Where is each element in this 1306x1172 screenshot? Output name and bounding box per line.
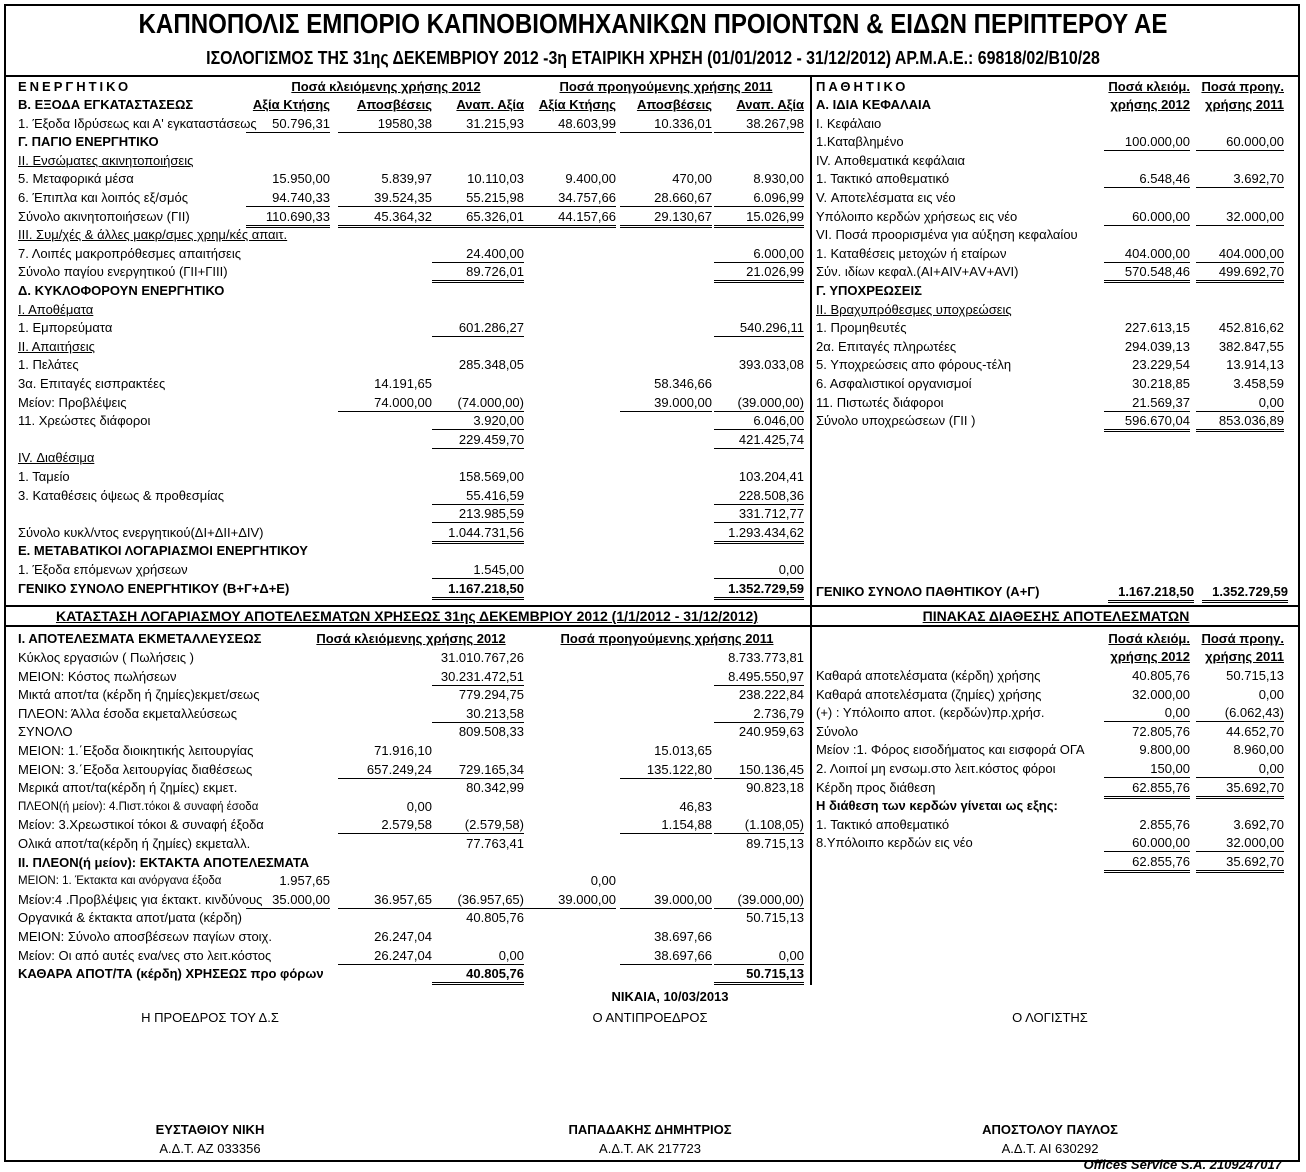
liability-row-label: ΙV. Αποθεματικά κεφάλαια xyxy=(816,153,965,168)
income-row-value: 38.697,66 xyxy=(654,929,712,944)
liabilities-total-2011: 1.352.729,59 xyxy=(1202,584,1288,603)
liab-header-previous-1: Ποσά προηγ. xyxy=(1201,79,1284,94)
asset-row-label: 5. Μεταφορικά μέσα xyxy=(18,171,134,186)
income-row-value: 50.715,13 xyxy=(746,910,804,925)
col-cost-2012: Αξία Κτήσης xyxy=(252,97,330,112)
asset-row-label: 3α. Επιταγές εισπρακτέες xyxy=(18,376,166,391)
asset-row-value: 229.459,70 xyxy=(432,432,524,449)
distribution-row-value: 8.960,00 xyxy=(1233,742,1284,757)
income-row-value: 779.294,75 xyxy=(458,687,524,702)
liability-row-value: 60.000,00 xyxy=(1104,209,1190,226)
distribution-row-label: (+) : Υπόλοιπο αποτ. (κερδών)πρ.χρήσ. xyxy=(816,705,1045,720)
asset-row-value: 213.985,59 xyxy=(432,506,524,523)
income-row-value: 36.957,65 xyxy=(338,892,432,909)
asset-row-value: 48.603,99 xyxy=(524,116,616,133)
col-net-2012: Αναπ. Αξία xyxy=(456,97,524,112)
liability-row-value: 3.692,70 xyxy=(1196,171,1284,188)
income-row-label: ΜΕΙΟΝ: 3.΄Εξοδα λειτουργίας διαθέσεως xyxy=(18,762,253,777)
income-row-value: 0,00 xyxy=(714,948,804,965)
liability-row-label: 1. Καταθέσεις μετοχών ή εταίρων xyxy=(816,246,1007,261)
asset-row-value: 331.712,77 xyxy=(714,506,804,523)
rule-vertical-divider xyxy=(810,75,812,985)
asset-row-value: 421.425,74 xyxy=(714,432,804,449)
income-row-label: ΜΕΙΟΝ: 1.΄Εξοδα διοικητικής λειτουργίας xyxy=(18,743,254,758)
asset-row-value: 24.400,00 xyxy=(432,246,524,263)
income-row-value: 40.805,76 xyxy=(432,966,524,985)
income-row-label: ΠΛΕΟΝ: Άλλα έσοδα εκμεταλλεύσεως xyxy=(18,706,237,721)
income-row-value: 77.763,41 xyxy=(466,836,524,851)
asset-row-label: ΙΙ. Απαιτήσεις xyxy=(18,339,95,354)
asset-row-label: Γ. ΠΑΓΙΟ ΕΝΕΡΓΗΤΙΚΟ xyxy=(18,134,159,149)
asset-row-value: 1.167.218,50 xyxy=(432,581,524,600)
asset-row-value: 94.740,33 xyxy=(246,190,330,207)
dist-header-previous-1: Ποσά προηγ. xyxy=(1201,631,1284,646)
income-section-title: Ι. ΑΠΟΤΕΛΕΣΜΑΤΑ ΕΚΜΕΤΑΛΛΕΥΣΕΩΣ xyxy=(18,631,262,646)
dist-header-current-2: χρήσης 2012 xyxy=(1110,649,1190,664)
asset-row-label: 1. Ταμείο xyxy=(18,469,70,484)
distribution-row-value: 62.855,76 xyxy=(1104,780,1190,799)
distribution-row-label: 1. Τακτικό αποθεματικό xyxy=(816,817,950,832)
income-row-value: 39.000,00 xyxy=(620,892,712,909)
asset-row-label: 6. Έπιπλα και λοιπός εξ/σμός xyxy=(18,190,188,205)
liability-row-value: 382.847,55 xyxy=(1218,339,1284,354)
income-row-value: 90.823,18 xyxy=(746,780,804,795)
distribution-title: ΠΙΝΑΚΑΣ ΔΙΑΘΕΣΗΣ ΑΠΟΤΕΛΕΣΜΑΤΩΝ xyxy=(922,608,1190,624)
distribution-row-label: Η διάθεση των κερδών γίνεται ως εξης: xyxy=(816,798,1058,813)
income-statement-title: ΚΑΤΑΣΤΑΣΗ ΛΟΓΑΡΙΑΣΜΟΥ ΑΠΟΤΕΛΕΣΜΑΤΩΝ ΧΡΗΣΕΩΣ 31ης ΔΕΚΕΜΒΡΙΟΥ 2012 (1/1/2012 - 31/12/2012) xyxy=(55,608,759,624)
distribution-row-value: (6.062,43) xyxy=(1196,705,1284,722)
income-row-value: (1.108,05) xyxy=(714,817,804,834)
income-row-label: Κύκλος εργασιών ( Πωλήσεις ) xyxy=(18,650,194,665)
liab-header-previous-2: χρήσης 2011 xyxy=(1205,97,1284,112)
income-row-label: Οργανικά & έκτακτα αποτ/ματα (κέρδη) xyxy=(18,910,242,925)
asset-row-value: 34.757,66 xyxy=(524,190,616,207)
liability-row-value: 853.036,89 xyxy=(1196,413,1284,432)
liability-row-value: 23.229,54 xyxy=(1132,357,1190,372)
liability-row-label: ΙΙ. Βραχυπρόθεσμες υποχρεώσεις xyxy=(816,302,1012,317)
income-row-value: 40.805,76 xyxy=(466,910,524,925)
liability-row-value: 499.692,70 xyxy=(1196,264,1284,283)
asset-row-value: 540.296,11 xyxy=(714,320,804,337)
company-title: ΚΑΠΝΟΠΟΛΙΣ ΕΜΠΟΡΙΟ ΚΑΠΝΟΒΙΟΜΗΧΑΝΙΚΩΝ ΠΡΟΙΟΝΤΩΝ & ΕΙΔΩΝ ΠΕΡΙΠΤΕΡΟΥ ΑΕ xyxy=(138,8,1168,39)
income-row-value: (2.579,58) xyxy=(432,817,524,834)
balance-sheet-subtitle: ΙΣΟΛΟΓΙΣΜΟΣ ΤΗΣ 31ης ΔΕΚΕΜΒΡΙΟΥ 2012 -3η ΕΤΑΙΡΙΚΗ ΧΡΗΣΗ (01/01/2012 - 31/12/2012) ΑΡ.Μ.Α.Ε.: 69818/02/Β10/28 xyxy=(206,47,1100,68)
asset-row-label: Ε. ΜΕΤΑΒΑΤΙΚΟΙ ΛΟΓΑΡΙΑΣΜΟΙ ΕΝΕΡΓΗΤΙΚΟΥ xyxy=(18,543,308,558)
dist-header-current-1: Ποσά κλειόμ. xyxy=(1108,631,1190,646)
asset-row-value: 38.267,98 xyxy=(714,116,804,133)
signatory-name-accountant: ΑΠΟΣΤΟΛΟΥ ΠΑΥΛΟΣ xyxy=(982,1122,1118,1137)
liabilities-total-2012: 1.167.218,50 xyxy=(1108,584,1194,603)
income-row-value: 2.579,58 xyxy=(338,817,432,834)
income-row-value: 26.247,04 xyxy=(374,929,432,944)
income-row-value: 1.957,65 xyxy=(279,873,330,888)
liability-row-label: 1.Καταβλημένο xyxy=(816,134,904,149)
signatory-id-vice-president: Α.Δ.Τ. ΑΚ 217723 xyxy=(599,1141,701,1156)
asset-row-value: 0,00 xyxy=(714,562,804,579)
distribution-row-label: Κέρδη προς διάθεση xyxy=(816,780,936,795)
liability-row-label: Γ. ΥΠΟΧΡΕΩΣΕΙΣ xyxy=(816,283,922,298)
liability-row-label: 1. Προμηθευτές xyxy=(816,320,907,335)
income-row-value: 26.247,04 xyxy=(338,948,432,965)
liab-header-current-1: Ποσά κλειόμ. xyxy=(1108,79,1190,94)
asset-row-value: 6.000,00 xyxy=(714,246,804,263)
distribution-row-value: 50.715,13 xyxy=(1226,668,1284,683)
liability-row-label: VI. Ποσά προορισμένα για αύξηση κεφαλαίου xyxy=(816,227,1078,242)
asset-row-value: 393.033,08 xyxy=(738,357,804,372)
income-row-value: 89.715,13 xyxy=(746,836,804,851)
income-row-label: ΙΙ. ΠΛΕΟΝ(ή μείον): ΕΚΤΑΚΤΑ ΑΠΟΤΕΛΕΣΜΑΤΑ xyxy=(18,855,310,870)
asset-row-value: 6.096,99 xyxy=(714,190,804,207)
income-row-label: ΜΕΙΟΝ: Κόστος πωλήσεων xyxy=(18,669,177,684)
asset-row-value: 14.191,65 xyxy=(374,376,432,391)
income-row-value: 38.697,66 xyxy=(620,948,712,965)
income-row-label: ΚΑΘΑΡΑ ΑΠΟΤ/ΤΑ (κέρδη) ΧΡΗΣΕΩΣ προ φόρων xyxy=(18,966,324,981)
income-row-value: 240.959,63 xyxy=(738,724,804,739)
asset-row-value: (74.000,00) xyxy=(432,395,524,412)
distribution-row-value: 32.000,00 xyxy=(1132,687,1190,702)
asset-row-label: Δ. ΚΥΚΛΟΦΟΡΟΥΝ ΕΝΕΡΓΗΤΙΚΟ xyxy=(18,283,225,298)
distribution-row-value: 9.800,00 xyxy=(1139,742,1190,757)
asset-row-value: 5.839,97 xyxy=(381,171,432,186)
income-row-value: 0,00 xyxy=(406,799,432,814)
signatory-role-vice-president: Ο ΑΝΤΙΠΡΟΕΔΡΟΣ xyxy=(592,1010,708,1025)
asset-row-value: 15.026,99 xyxy=(714,209,804,228)
printer-mark: Offices Service S.A. 2109247017 xyxy=(1083,1157,1282,1172)
asset-row-label: 1. Πελάτες xyxy=(18,357,79,372)
asset-row-value: 31.215,93 xyxy=(432,116,524,133)
signatory-id-accountant: Α.Δ.Τ. ΑΙ 630292 xyxy=(1001,1141,1099,1156)
asset-row-label: 1. Εμπορεύματα xyxy=(18,320,113,335)
income-row-label: Μείον: Οι από αυτές ενα/νες στο λειτ.κόστος xyxy=(18,948,272,963)
liability-row-value: 32.000,00 xyxy=(1196,209,1284,226)
distribution-row-label: 8.Υπόλοιπο κερδών εις νέο xyxy=(816,835,973,850)
asset-row-value: 44.157,66 xyxy=(524,209,616,228)
asset-row-value: 470,00 xyxy=(672,171,712,186)
asset-row-label: 1. Έξοδα επόμενων χρήσεων xyxy=(18,562,188,577)
asset-row-value: 285.348,05 xyxy=(458,357,524,372)
asset-row-label: Ι. Αποθέματα xyxy=(18,302,94,317)
distribution-row-value: 0,00 xyxy=(1104,705,1190,722)
liability-row-label: 11. Πιστωτές διάφοροι xyxy=(816,395,944,410)
liability-row-label: 6. Ασφαλιστικοί οργανισμοί xyxy=(816,376,972,391)
distribution-row-value: 62.855,76 xyxy=(1104,854,1190,873)
asset-row-value: 74.000,00 xyxy=(338,395,432,412)
income-row-value: 809.508,33 xyxy=(458,724,524,739)
asset-row-value: 39.000,00 xyxy=(620,395,712,412)
distribution-row-value: 35.692,70 xyxy=(1196,780,1284,799)
asset-row-value: 8.930,00 xyxy=(753,171,804,186)
income-row-value: (36.957,65) xyxy=(432,892,524,909)
liability-row-value: 60.000,00 xyxy=(1196,134,1284,151)
income-header-previous: Ποσά προηγούμενης χρήσης 2011 xyxy=(560,631,774,646)
asset-row-value: 39.524,35 xyxy=(338,190,432,207)
asset-row-value: 55.416,59 xyxy=(432,488,524,505)
income-row-value: 30.231.472,51 xyxy=(432,669,524,686)
income-row-value: 135.122,80 xyxy=(620,762,712,779)
place-date: ΝΙΚΑΙΑ, 10/03/2013 xyxy=(611,989,729,1004)
distribution-row-label: Καθαρά αποτελέσματα (ζημίες) χρήσης xyxy=(816,687,1042,702)
asset-row-value: 15.950,00 xyxy=(272,171,330,186)
liab-header-current-2: χρήσης 2012 xyxy=(1110,97,1190,112)
asset-row-value: 28.660,67 xyxy=(620,190,712,207)
liability-row-label: 1. Τακτικό αποθεματικό xyxy=(816,171,950,186)
distribution-row-value: 40.805,76 xyxy=(1132,668,1190,683)
income-row-label: Μείον:4 .Προβλέψεις για έκτακτ. κινδύνους xyxy=(18,892,263,907)
asset-row-value: 9.400,00 xyxy=(565,171,616,186)
asset-row-value: 6.046,00 xyxy=(714,413,804,430)
liability-row-value: 30.218,85 xyxy=(1132,376,1190,391)
liability-row-value: 13.914,13 xyxy=(1226,357,1284,372)
income-row-value: 31.010.767,26 xyxy=(440,650,524,665)
distribution-row-value: 0,00 xyxy=(1196,761,1284,778)
income-row-label: ΜΕΙΟΝ: 1. Έκτακτα και ανόργανα έξοδα xyxy=(18,875,222,887)
income-row-label: Ολικά αποτ/τα(κέρδη ή ζημίες) εκμεταλλ. xyxy=(18,836,251,851)
liability-row-value: 6.548,46 xyxy=(1104,171,1190,188)
asset-row-value: 50.796,31 xyxy=(246,116,330,133)
distribution-row-value: 32.000,00 xyxy=(1196,835,1284,852)
income-row-value: 0,00 xyxy=(432,948,524,965)
signatory-role-president: Η ΠΡΟΕΔΡΟΣ ΤΟΥ Δ.Σ xyxy=(141,1010,279,1025)
income-row-label: ΠΛΕΟΝ(ή μείον): 4.Πιστ.τόκοι & συναφή έσοδα xyxy=(18,801,259,813)
liability-row-value: 570.548,46 xyxy=(1104,264,1190,283)
liability-row-value: 100.000,00 xyxy=(1104,134,1190,151)
liability-row-value: 0,00 xyxy=(1196,395,1284,412)
income-row-label: Μείον: 3.Χρεωστικοί τόκοι & συναφή έξοδα xyxy=(18,817,264,832)
asset-row-value: 110.690,33 xyxy=(246,209,330,228)
distribution-row-label: Μείον :1. Φόρος εισοδήματος και εισφορά ΟΓΑ xyxy=(816,742,1085,757)
asset-row-value: 1.545,00 xyxy=(432,562,524,579)
asset-row-value: (39.000,00) xyxy=(714,395,804,412)
col-net-2011: Αναπ. Αξία xyxy=(736,97,804,112)
distribution-row-label: 2. Λοιποί μη ενσωμ.στο λειτ.κόστος φόροι xyxy=(816,761,1056,776)
liability-row-label: 5. Υποχρεώσεις απο φόρους-τέλη xyxy=(816,357,1012,372)
asset-row-value: 55.215,98 xyxy=(432,190,524,207)
distribution-row-value: 35.692,70 xyxy=(1196,854,1284,873)
asset-row-value: 103.204,41 xyxy=(738,469,804,484)
col-dep-2011: Αποσβέσεις xyxy=(636,97,712,112)
liability-row-label: Υπόλοιπο κερδών χρήσεως εις νέο xyxy=(816,209,1018,224)
income-row-value: 729.165,34 xyxy=(432,762,524,779)
asset-row-value: 228.508,36 xyxy=(714,488,804,505)
distribution-row-value: 60.000,00 xyxy=(1104,835,1190,852)
asset-row-value: 1.293.434,62 xyxy=(714,525,804,544)
income-row-value: 15.013,65 xyxy=(654,743,712,758)
liability-row-value: 294.039,13 xyxy=(1124,339,1190,354)
income-row-value: 8.733.773,81 xyxy=(728,650,804,665)
income-header-current: Ποσά κλειόμενης χρήσης 2012 xyxy=(316,631,506,646)
col-dep-2012: Αποσβέσεις xyxy=(356,97,432,112)
income-row-value: 35.000,00 xyxy=(246,892,330,909)
asset-row-label: 11. Χρεώστες διάφοροι xyxy=(18,413,151,428)
income-row-value: (39.000,00) xyxy=(714,892,804,909)
rule-top xyxy=(4,75,1300,77)
asset-row-value: 1.352.729,59 xyxy=(714,581,804,600)
income-row-label: Μικτά αποτ/τα (κέρδη ή ζημίες)εκμετ/σεως xyxy=(18,687,260,702)
income-row-value: 39.000,00 xyxy=(524,892,616,909)
asset-row-label: 3. Καταθέσεις όψεως & προθεσμίας xyxy=(18,488,224,503)
income-row-label: Μερικά αποτ/τα(κέρδη ή ζημίες) εκμετ. xyxy=(18,780,238,795)
asset-row-label: ΓΕΝΙΚΟ ΣΥΝΟΛΟ ΕΝΕΡΓΗΤΙΚΟΥ (Β+Γ+Δ+Ε) xyxy=(18,581,290,596)
col-cost-2011: Αξία Κτήσης xyxy=(538,97,616,112)
distribution-row-label: Καθαρά αποτελέσματα (κέρδη) χρήσης xyxy=(816,668,1041,683)
asset-row-value: 601.286,27 xyxy=(432,320,524,337)
distribution-row-value: 3.692,70 xyxy=(1233,817,1284,832)
distribution-row-label: Σύνολο xyxy=(816,724,859,739)
rule-middle-bottom xyxy=(4,625,1300,627)
liability-row-value: 404.000,00 xyxy=(1196,246,1284,263)
asset-row-value: 10.110,03 xyxy=(467,171,524,186)
income-row-value: 50.715,13 xyxy=(714,966,804,985)
income-row-value: 657.249,24 xyxy=(338,762,432,779)
income-row-value: 2.736,79 xyxy=(714,706,804,723)
asset-row-label: ΙV. Διαθέσιμα xyxy=(18,450,95,465)
asset-row-value: 3.920,00 xyxy=(432,413,524,430)
income-row-value: 80.342,99 xyxy=(466,780,524,795)
income-row-value: 0,00 xyxy=(590,873,616,888)
asset-row-label: ΙΙΙ. Συμ/χές & άλλες μακρ/σμες χρημ/κές απαιτ. xyxy=(18,227,288,242)
asset-row-value: 21.026,99 xyxy=(714,264,804,283)
asset-row-value: 29.130,67 xyxy=(620,209,712,228)
asset-row-value: 10.336,01 xyxy=(620,116,712,133)
liabilities-total-label: ΓΕΝΙΚΟ ΣΥΝΟΛΟ ΠΑΘΗΤΙΚΟΥ (Α+Γ) xyxy=(816,584,1040,599)
asset-row-value: 45.364,32 xyxy=(338,209,432,228)
signatory-role-accountant: Ο ΛΟΓΙΣΤΗΣ xyxy=(1012,1010,1088,1025)
asset-row-value: 1.044.731,56 xyxy=(432,525,524,544)
liability-row-label: Σύν. ιδίων κεφαλ.(ΑΙ+ΑΙV+ΑV+AVI) xyxy=(816,264,1019,279)
assets-header-current: Ποσά κλειόμενης χρήσης 2012 xyxy=(291,79,481,94)
asset-row-value: 158.569,00 xyxy=(458,469,524,484)
assets-header-previous: Ποσά προηγούμενης χρήσης 2011 xyxy=(559,79,773,94)
asset-row-label: Σύνολο ακινητοποιήσεων (ΓΙΙ) xyxy=(18,209,190,224)
income-row-value: 46,83 xyxy=(679,799,712,814)
income-row-value: 71.916,10 xyxy=(374,743,432,758)
asset-row-label: 1. Έξοδα Ιδρύσεως και Α' εγκαταστάσεως xyxy=(18,116,257,131)
asset-row-label: ΙΙ. Ενσώματες ακινητοποιήσεις xyxy=(18,153,194,168)
assets-title: ΕΝΕΡΓΗΤΙΚΟ xyxy=(18,79,132,94)
distribution-row-value: 0,00 xyxy=(1258,687,1284,702)
liability-row-label: Ι. Κεφάλαιο xyxy=(816,116,882,131)
income-row-label: ΣΥΝΟΛΟ xyxy=(18,724,73,739)
liabilities-title: ΠΑΘΗΤΙΚΟ xyxy=(816,79,909,94)
asset-row-label: 7. Λοιπές μακροπρόθεσμες απαιτήσεις xyxy=(18,246,241,261)
liability-row-value: 21.569,37 xyxy=(1104,395,1190,412)
asset-row-label: Μείον: Προβλέψεις xyxy=(18,395,127,410)
income-row-value: 30.213,58 xyxy=(432,706,524,723)
signatory-id-president: Α.Δ.Τ. ΑΖ 033356 xyxy=(159,1141,261,1156)
income-row-value: 1.154,88 xyxy=(620,817,712,834)
asset-row-value: 65.326,01 xyxy=(432,209,524,228)
asset-row-value: 19580,38 xyxy=(338,116,432,133)
asset-row-value: 58.346,66 xyxy=(654,376,712,391)
asset-row-label: Σύνολο παγίου ενεργητικού (ΓΙΙ+ΓΙΙΙ) xyxy=(18,264,228,279)
liability-row-value: 3.458,59 xyxy=(1233,376,1284,391)
liability-row-value: 404.000,00 xyxy=(1104,246,1190,263)
signatory-name-president: ΕΥΣΤΑΘΙΟΥ ΝΙΚΗ xyxy=(155,1122,265,1137)
liability-row-label: 2α. Επιταγές πληρωτέες xyxy=(816,339,957,354)
distribution-row-value: 44.652,70 xyxy=(1226,724,1284,739)
income-row-value: 8.495.550,97 xyxy=(714,669,804,686)
distribution-row-value: 72.805,76 xyxy=(1132,724,1190,739)
liability-row-label: Α. ΙΔΙΑ ΚΕΦΑΛΑΙΑ xyxy=(816,97,932,112)
income-row-label: ΜΕΙΟΝ: Σύνολο αποσβέσεων παγίων στοιχ. xyxy=(18,929,272,944)
liability-row-label: V. Αποτελέσματα εις νέο xyxy=(816,190,956,205)
income-row-value: 238.222,84 xyxy=(738,687,804,702)
signatory-name-vice-president: ΠΑΠΑΔΑΚΗΣ ΔΗΜΗΤΡΙΟΣ xyxy=(568,1122,732,1137)
liability-row-value: 227.613,15 xyxy=(1124,320,1190,335)
liability-row-value: 596.670,04 xyxy=(1104,413,1190,432)
distribution-row-value: 150,00 xyxy=(1104,761,1190,778)
liability-row-label: Σύνολο υποχρεώσεων (ΓΙΙ ) xyxy=(816,413,976,428)
asset-row-label: Β. ΕΞΟΔΑ ΕΓΚΑΤΑΣΤΑΣΕΩΣ xyxy=(18,97,194,112)
asset-row-label: Σύνολο κυκλ/ντος ενεργητικού(ΔΙ+ΔΙΙ+ΔΙV) xyxy=(18,525,264,540)
distribution-row-value: 2.855,76 xyxy=(1139,817,1190,832)
income-row-value: 150.136,45 xyxy=(714,762,804,779)
liability-row-value: 452.816,62 xyxy=(1218,320,1284,335)
asset-row-value: 89.726,01 xyxy=(432,264,524,283)
dist-header-previous-2: χρήσης 2011 xyxy=(1205,649,1284,664)
